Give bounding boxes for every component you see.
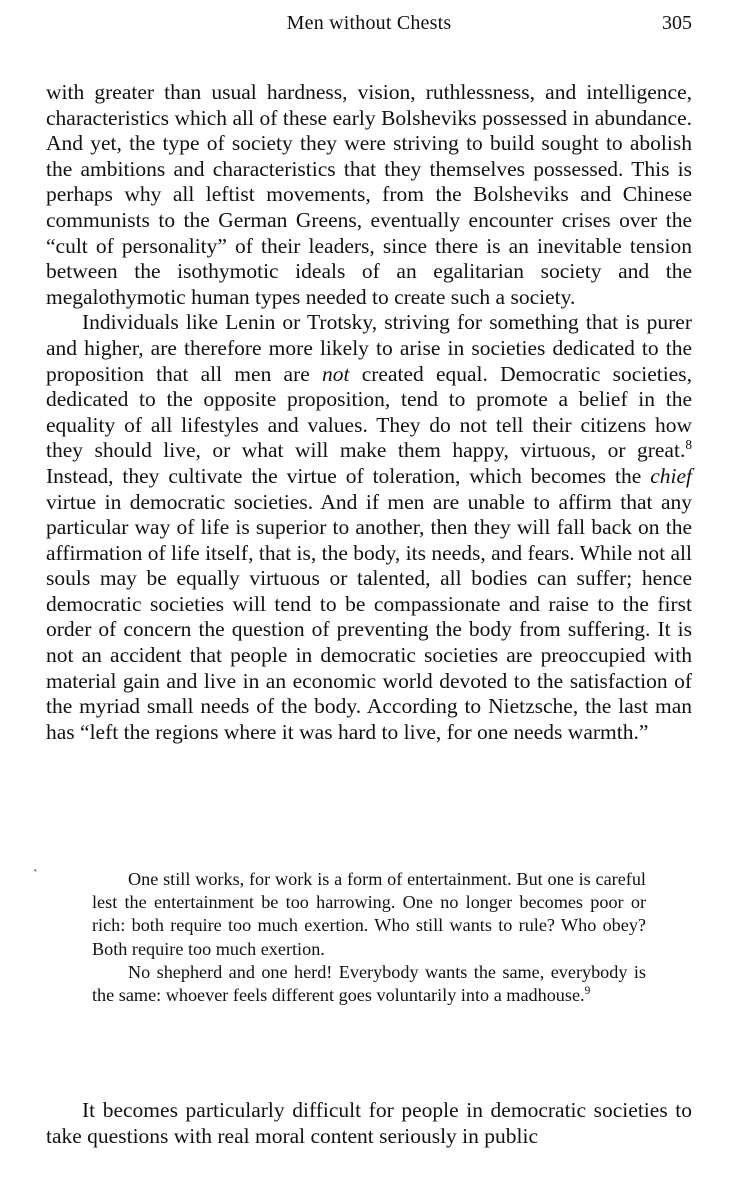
paragraph-2 [46,310,692,745]
paragraph-2-text-b: created equal. Democratic societies, dedicated to the opposite proposition, tend to promote a belief in the equality of all lifestyles and values. They do not tell their citizens how they should live, or what will make them happy, virtuous, or great. [46,361,692,463]
closing-text [46,1098,692,1149]
quote-paragraph-2 [92,961,646,1007]
paragraph-2-text-d: virtue in democratic societies. And if men are unable to affirm that any particular way of life is superior to another, then they will fall back on the affirmation of life itself, that is, the body, its needs, and fears. While not all souls may be equally virtuous or talented, all bodies can suffer; hence democratic societies will tend to be compassionate and raise to the first order of concern the question of preventing the body from suffering. It is not an accident that people in democratic societies are preoccupied with material gain and live in an economic world devoted to the satisfaction of the myriad small needs of the body. According to Nietzsche, the last man has “left the regions where it was hard to live, for one needs warmth.” [46,489,692,744]
running-head [46,12,692,40]
paragraph-2-text-a: Individuals like Lenin or Trotsky, striving for something that is purer and higher, are therefore more likely to arise in societies dedicated to the proposition that all men are [46,310,692,386]
quote-paragraph-2-text: No shepherd and one herd! Everybody wants the same, everybody is the same: whoever feels different goes voluntarily into a madhouse. [92,961,646,1006]
paragraph-1: with greater than usual hardness, vision, ruthlessness, and intelligence, characteristics which all of these early Bolsheviks possessed in abundance. And yet, the type of society they were striving to build sought to abolish the ambitions and characteristics that they themselves possessed. This is perhaps why all leftist movements, from the Bolsheviks and Chinese communists to the German Greens, eventually encounter crises over the “cult of personality” of their leaders, since there is an inevitable tension between the isothymotic ideals of an egalitarian society and the megalothymotic human types needed to create such a society. [46,80,692,309]
paragraph-2-text-c: Instead, they cultivate the virtue of toleration, which becomes the [46,463,651,488]
footnote-ref-8: 8 [685,437,692,453]
paragraph-3: It becomes particularly difficult for people in democratic societies to take questions with real moral content seriously in public [46,1098,692,1148]
emphasis-chief: chief [650,463,692,488]
page-number: 305 [662,12,692,34]
quote-paragraph-1: One still works, for work is a form of entertainment. But one is careful lest the entertainment be too harrowing. One no longer becomes poor or rich: both require too much exertion. Who still wants to rule? Who obey? Both require too much exertion. [92,869,646,959]
body-text [46,80,692,745]
footnote-ref-9: 9 [584,984,591,997]
running-title: Men without Chests [286,12,452,34]
block-quote [92,868,646,1007]
emphasis-not: not [322,361,350,386]
stray-mark: ` [33,868,38,883]
